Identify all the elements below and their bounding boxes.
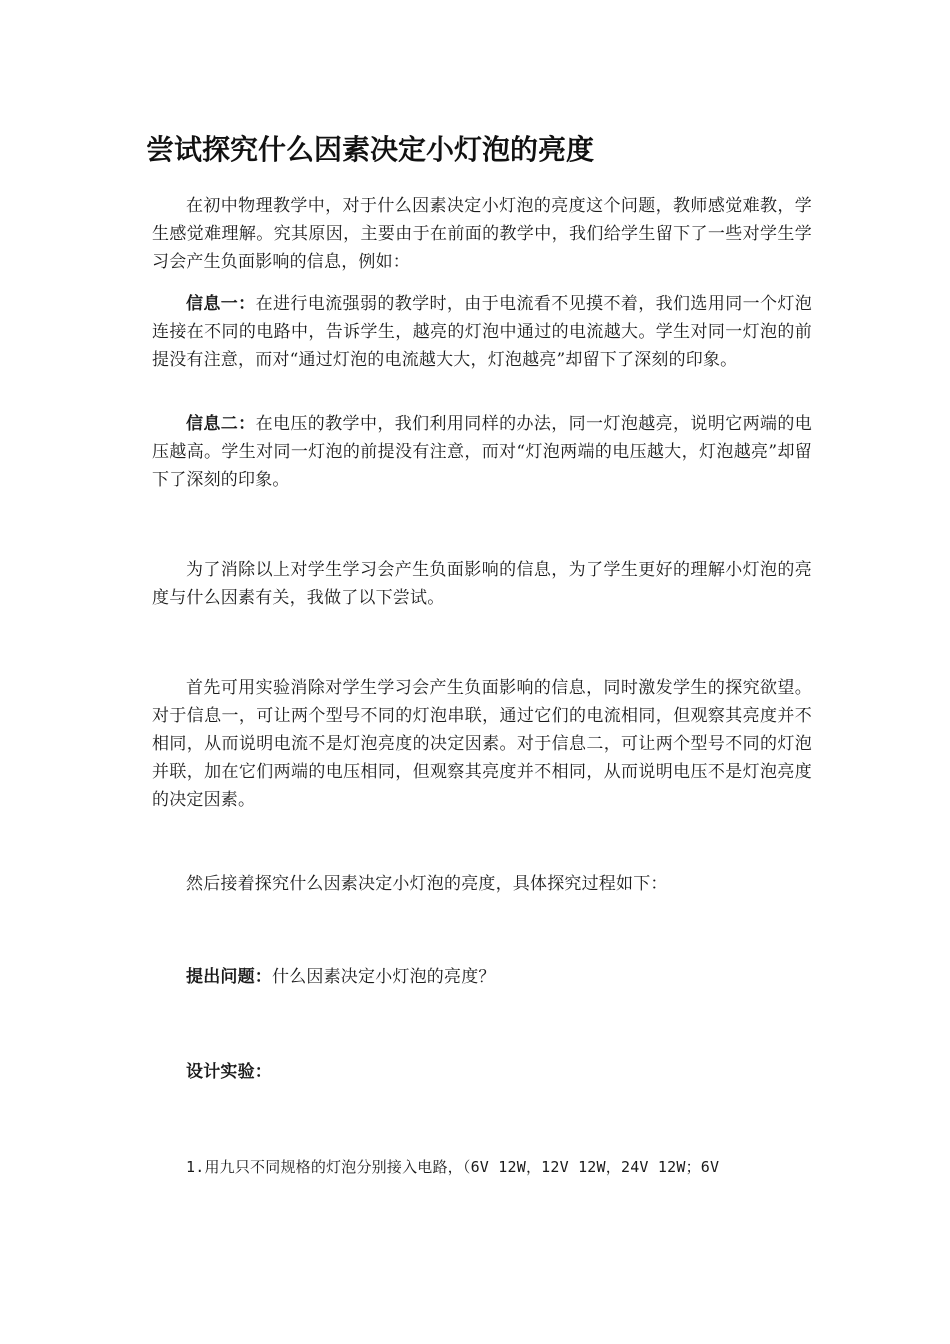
intro-paragraph: 在初中物理教学中，对于什么因素决定小灯泡的亮度这个问题，教师感觉难教，学生感觉难理解。究其原因，主要由于在前面的教学中，我们给学生留下了一些对学生学习会产生负面影响的信息，例如： [152, 196, 812, 272]
first-step-paragraph: 首先可用实验消除对学生学习会产生负面影响的信息，同时激发学生的探究欲望。对于信息一，可让两个型号不同的灯泡串联，通过它们的电流相同，但观察其亮度并不相同，从而说明电流不是灯泡亮度的决定因素。对于信息二，可让两个型号不同的灯泡并联，加在它们两端的电压相同，但观察其亮度并不相同，从而说明电压不是灯泡亮度的决定因素。 [152, 678, 812, 810]
question-paragraph [152, 963, 812, 991]
step1-text: 1.用九只不同规格的灯泡分别接入电路，（6V 12W，12V 12W，24V 12W；6V [186, 1158, 720, 1176]
info1-label: 信息一： [186, 294, 256, 314]
step1-paragraph [152, 1153, 812, 1181]
info1-text: 在进行电流强弱的教学时，由于电流看不见摸不着，我们选用同一个灯泡连接在不同的电路中，告诉学生，越亮的灯泡中通过的电流越大。学生对同一灯泡的前提没有注意，而对“通过灯泡的电流越大大，灯泡越亮”却留下了深刻的印象。 [152, 294, 812, 370]
question-text: 什么因素决定小灯泡的亮度？ [272, 967, 496, 987]
then-paragraph: 然后接着探究什么因素决定小灯泡的亮度，具体探究过程如下： [186, 874, 668, 894]
design-label: 设计实验： [186, 1062, 272, 1082]
info2-paragraph [152, 410, 812, 494]
design-heading [152, 1058, 812, 1086]
info2-text: 在电压的教学中，我们利用同样的办法，同一灯泡越亮，说明它两端的电压越高。学生对同一灯泡的前提没有注意，而对“灯泡两端的电压越大，灯泡越亮”却留下了深刻的印象。 [152, 414, 812, 490]
info1-paragraph [152, 290, 812, 374]
document-title: 尝试探究什么因素决定小灯泡的亮度 [146, 133, 595, 166]
info2-label: 信息二： [186, 414, 256, 434]
question-label: 提出问题： [186, 967, 272, 987]
purpose-paragraph: 为了消除以上对学生学习会产生负面影响的信息，为了学生更好的理解小灯泡的亮度与什么因素有关，我做了以下尝试。 [152, 560, 812, 608]
